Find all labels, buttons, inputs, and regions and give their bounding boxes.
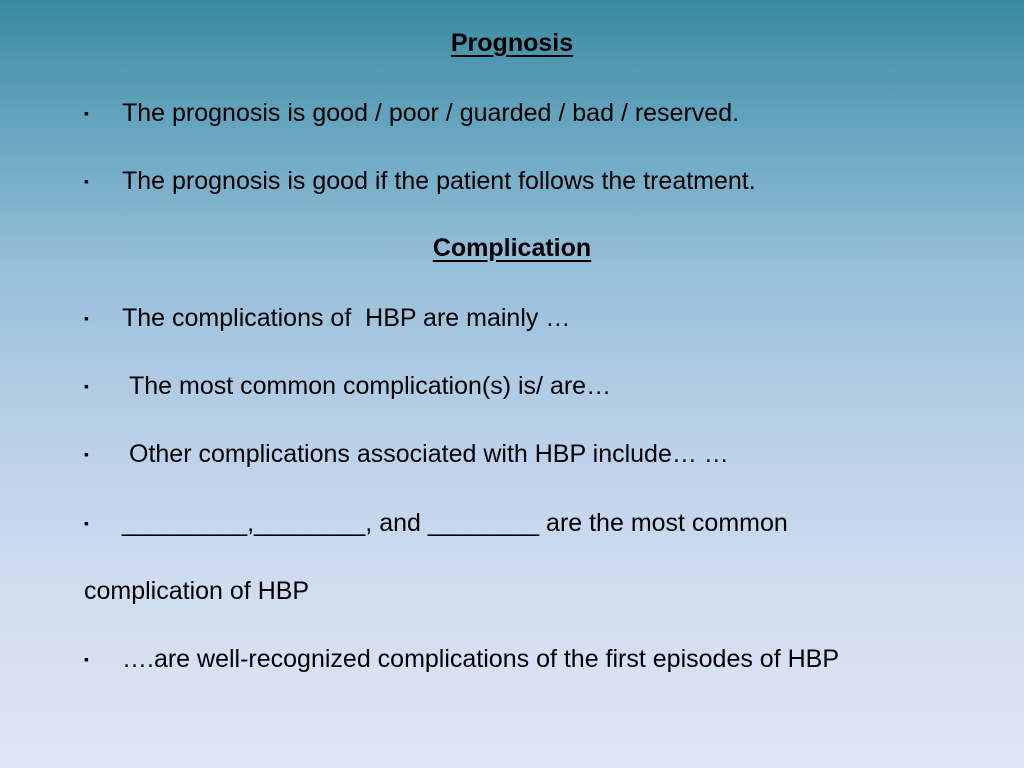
continuation-text: complication of HBP [84,577,310,605]
bullet-marker: ▪ [84,173,89,189]
heading-complication: Complication [432,234,592,262]
bullet-item [84,369,964,403]
bullet-item [84,506,964,540]
bullet-marker: ▪ [84,378,89,394]
bullet-text: The prognosis is good if the patient follows the treatment. [122,167,756,195]
bullet-text: ….are well-recognized complications of the first episodes of HBP [122,645,839,673]
bullet-item [84,96,964,130]
bullet-item [84,437,964,471]
bullet-marker: ▪ [84,105,89,121]
bullet-item [84,164,964,198]
bullet-marker: ▪ [84,446,89,462]
bullet-text: The prognosis is good / poor / guarded / bad / reserved. [122,99,740,127]
bullet-text: The most common complication(s) is/ are… [129,372,612,400]
bullet-text: The complications of HBP are mainly … [122,304,571,332]
bullet-item [84,642,884,676]
bullet-text: Other complications associated with HBP include… … [129,440,729,468]
heading-prognosis: Prognosis [450,29,574,57]
bullet-item [84,301,964,335]
bullet-marker: ▪ [84,310,89,326]
bullet-text: _________,________, and ________ are the most common [122,509,788,537]
bullet-marker: ▪ [84,651,89,667]
bullet-marker: ▪ [84,515,89,531]
